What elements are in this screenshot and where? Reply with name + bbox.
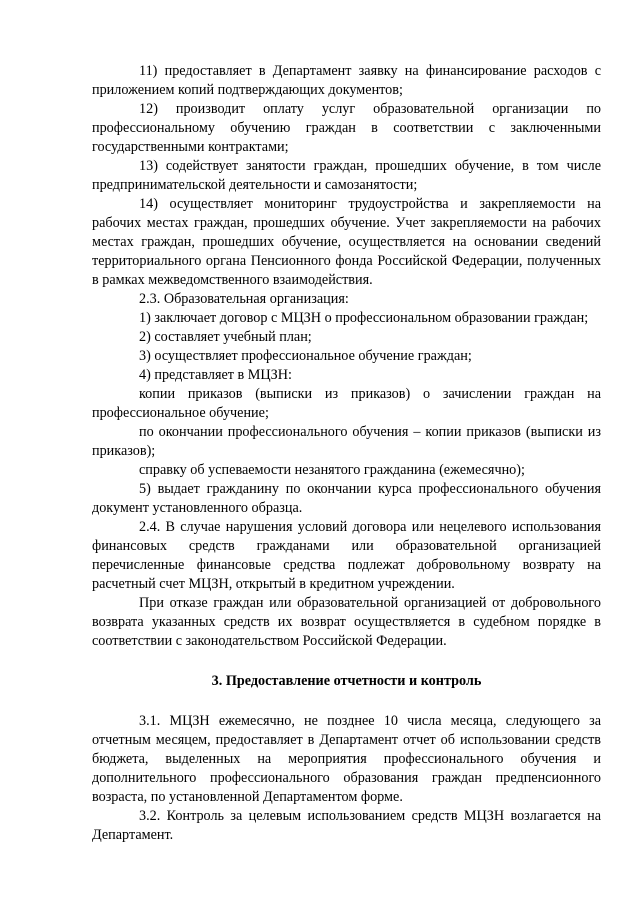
paragraph-refusal-return: При отказе граждан или образовательной организацией от добровольного возврата указанных средств их возврат осуществляется в судебном порядке в соответствии с законодательством Российской Федерации. [92,595,601,649]
paragraph-clause-2-3-item-5: 5) выдает гражданину по окончании курса профессионального обучения документ установленного образца. [92,481,601,516]
paragraph-item-12: 12) производит оплату услуг образовательной организации по профессиональному обучению граждан в соответствии с заключенными государственными контрактами; [92,101,601,155]
paragraph-item-11: 11) предоставляет в Департамент заявку на финансирование расходов с приложением копий подтверждающих документов; [92,63,601,98]
paragraph-clause-2-3-item-4: 4) представляет в МЦЗН: [139,367,292,383]
paragraph-clause-3-2: 3.2. Контроль за целевым использованием средств МЦЗН возлагается на Департамент. [92,808,601,843]
section-heading: 3. Предоставление отчетности и контроль [211,673,482,689]
paragraph-clause-2-3-item-2: 2) составляет учебный план; [139,329,312,345]
paragraph-item-13: 13) содействует занятости граждан, прошедших обучение, в том числе предпринимательской деятельности и самозанятости; [92,158,601,193]
paragraph-orders-after-training: по окончании профессионального обучения – копии приказов (выписки из приказов); [92,424,601,459]
paragraph-clause-3-1: 3.1. МЦЗН ежемесячно, не позднее 10 числа месяца, следующего за отчетным месяцем, предоставляет в Департамент отчет об использовании средств бюджета, выделенных на мероприятия профессионального обучения и дополнительного профессионального образования граждан предпенсионного возраста, по установленной Департаментом форме. [92,713,601,805]
paragraph-progress-certificate: справку об успеваемости незанятого гражданина (ежемесячно); [139,462,525,478]
paragraph-clause-2-4: 2.4. В случае нарушения условий договора или нецелевого использования финансовых средств гражданами или образовательной организацией перечисленные финансовые средства подлежат добровольному возврату на расчетный счет МЦЗН, открытый в кредитном учреждении. [92,519,601,592]
paragraph-clause-2-3-item-3: 3) осуществляет профессиональное обучение граждан; [139,348,472,364]
paragraph-item-14: 14) осуществляет мониторинг трудоустройства и закрепляемости на рабочих местах граждан, прошедших обучение. Учет закрепляемости на рабочих местах граждан, прошедших обучение, осуществляется на основании сведений территориального органа Пенсионного фонда Российской Федерации, полученных в рамках межведомственного взаимодействия. [92,196,601,288]
paragraph-clause-2-3-item-1: 1) заключает договор с МЦЗН о профессиональном образовании граждан; [139,310,589,326]
paragraph-orders-copies: копии приказов (выписки из приказов) о зачислении граждан на профессиональное обучение; [92,386,601,421]
paragraph-clause-2-3: 2.3. Образовательная организация: [139,291,349,307]
document-body [92,62,601,845]
